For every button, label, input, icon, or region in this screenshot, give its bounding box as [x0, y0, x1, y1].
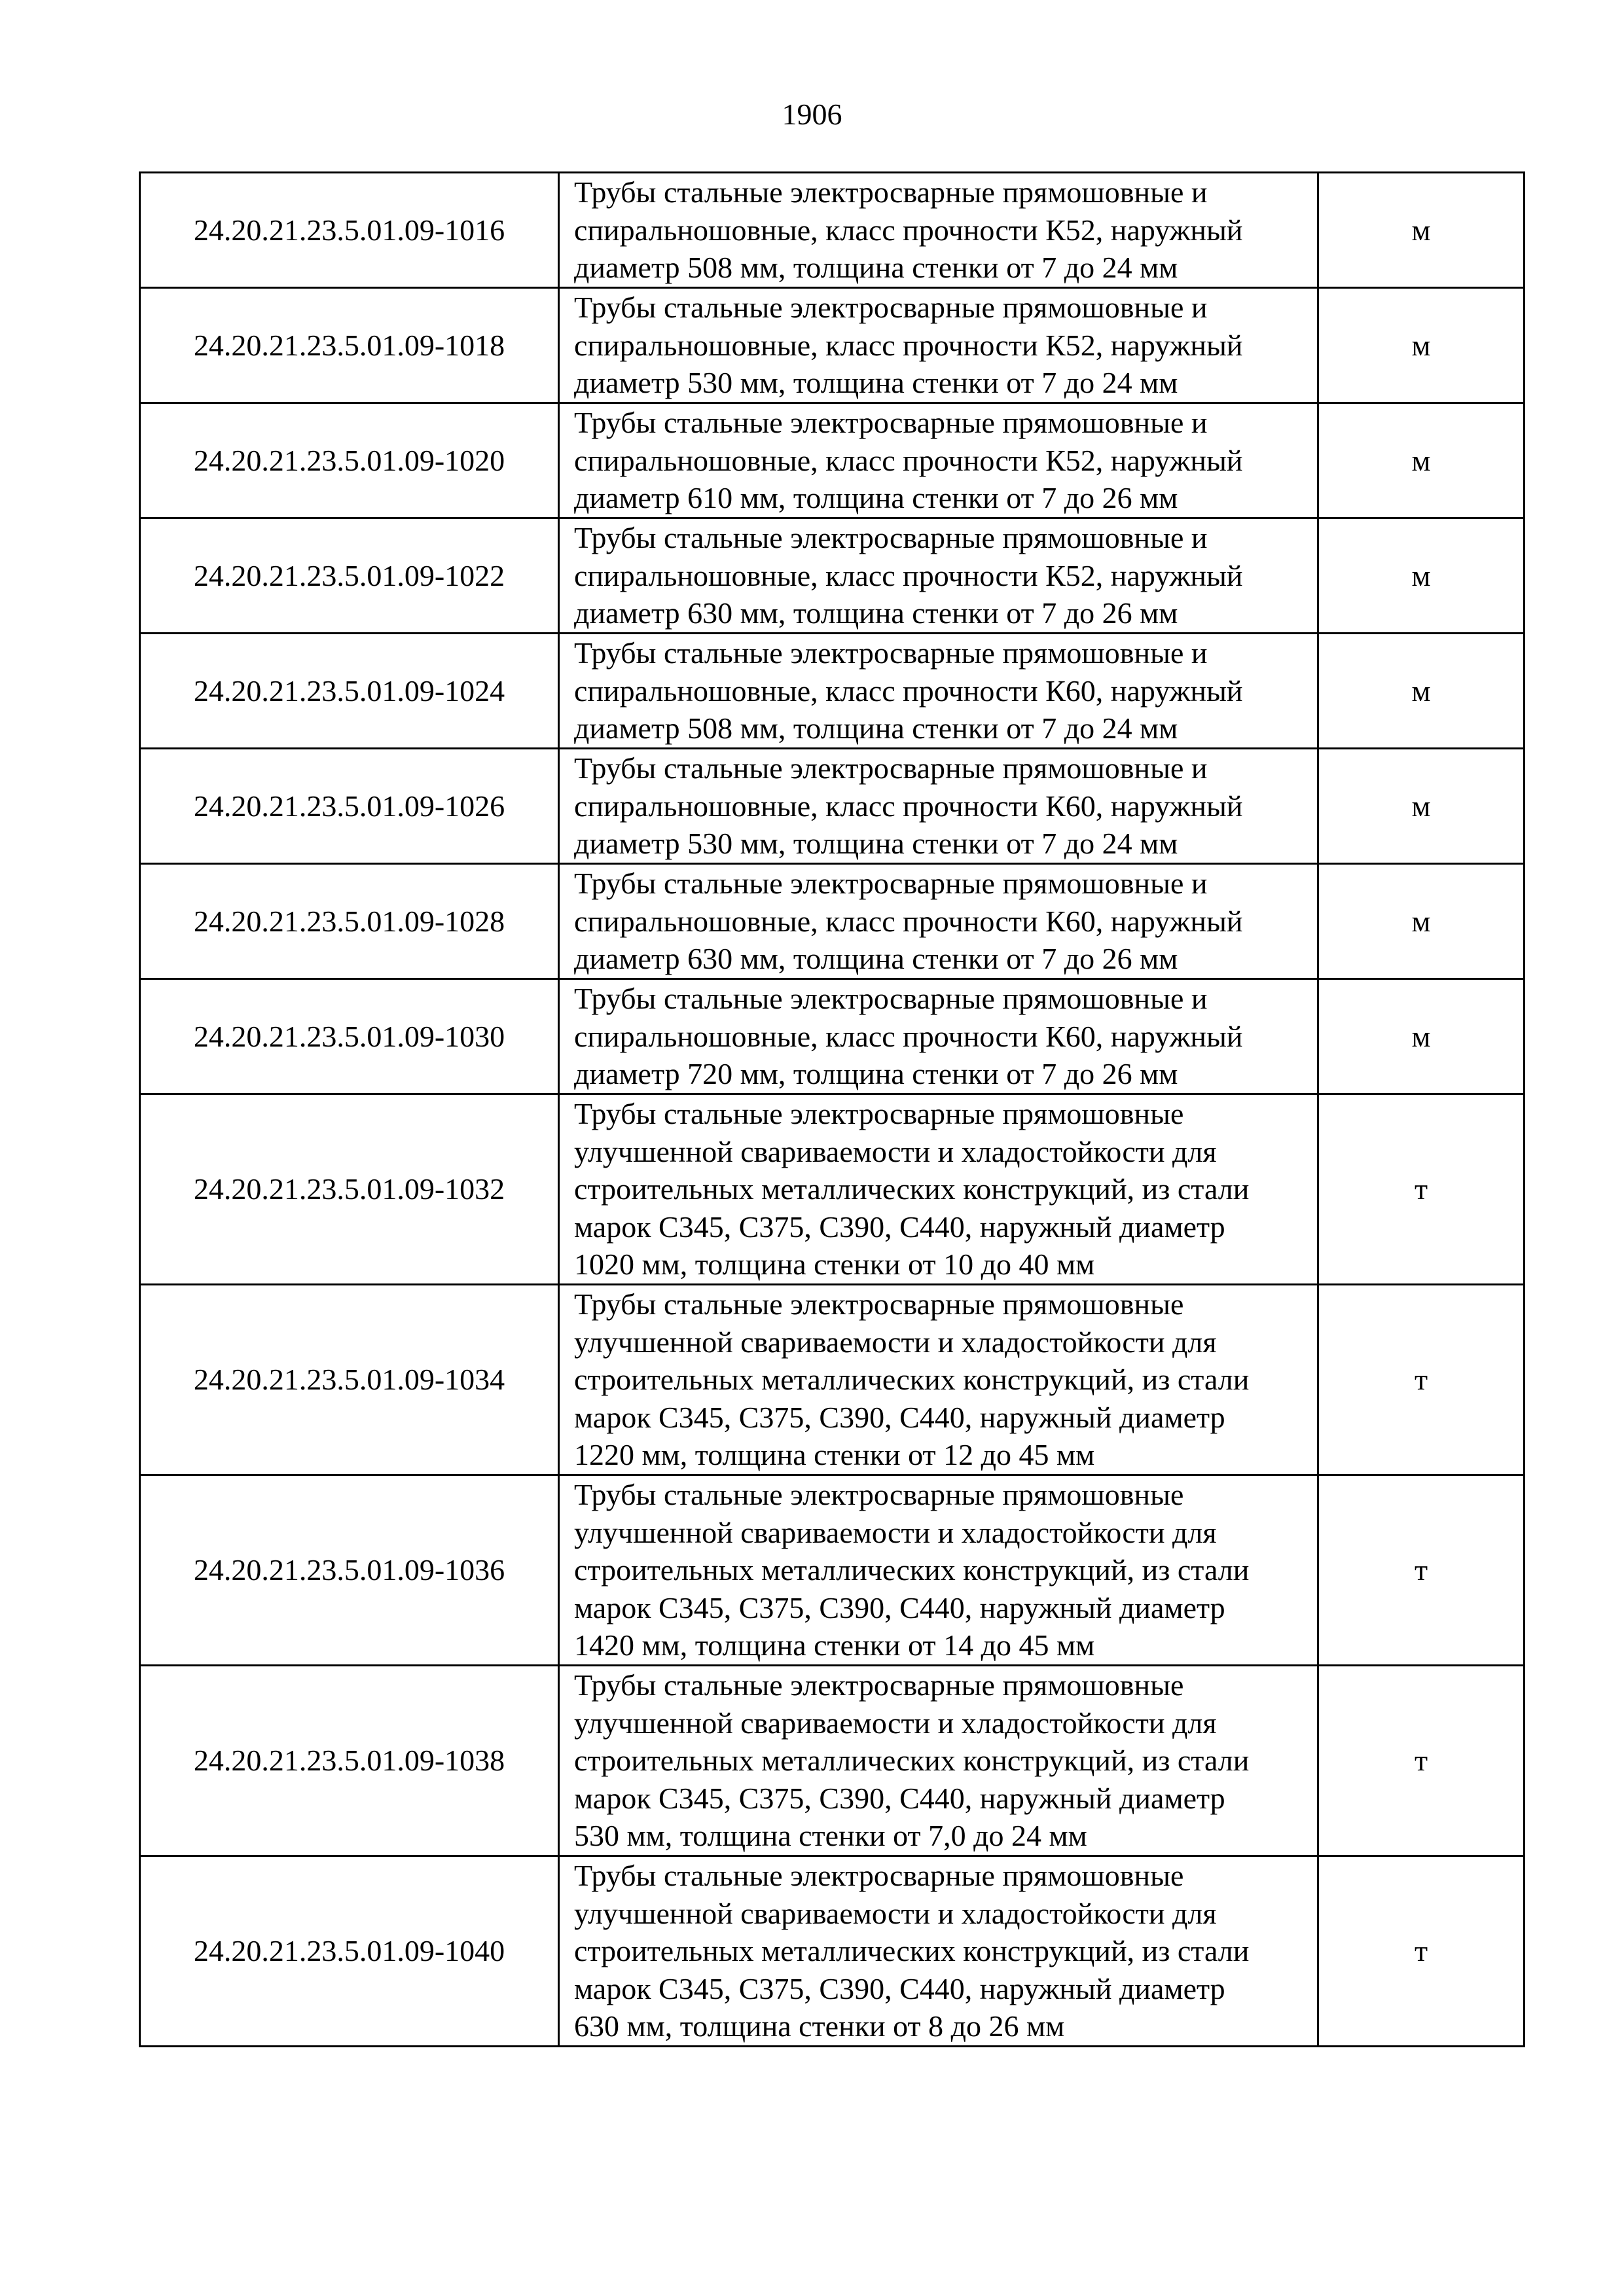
resource-code-cell: 24.20.21.23.5.01.09-1026	[140, 749, 559, 864]
unit-cell: м	[1318, 979, 1525, 1094]
resource-description-cell	[559, 979, 1318, 1094]
resource-code-cell: 24.20.21.23.5.01.09-1020	[140, 403, 559, 518]
page-number: 1906	[782, 98, 842, 131]
table-body	[140, 173, 1525, 2047]
table-row	[140, 1856, 1525, 2047]
resource-code-cell: 24.20.21.23.5.01.09-1030	[140, 979, 559, 1094]
description-line: Трубы стальные электросварные прямошовные и	[574, 751, 1208, 785]
description-line: спиральношовные, класс прочности К60, наружный	[574, 904, 1243, 938]
resource-description-cell	[559, 1475, 1318, 1666]
description-line: улучшенной свариваемости и хладостойкости для	[574, 1896, 1217, 1930]
unit-cell: м	[1318, 173, 1525, 288]
resource-description-cell	[559, 173, 1318, 288]
description-line: Трубы стальные электросварные прямошовные и	[574, 982, 1208, 1015]
resource-description-cell	[559, 864, 1318, 979]
resource-code-cell: 24.20.21.23.5.01.09-1024	[140, 634, 559, 749]
description-line: диаметр 508 мм, толщина стенки от 7 до 24 мм	[574, 251, 1178, 285]
description-line: марок С345, С375, С390, С440, наружный диаметр	[574, 1590, 1225, 1624]
table-row	[140, 864, 1525, 979]
description-line: спиральношовные, класс прочности К60, наружный	[574, 789, 1243, 823]
resource-code-cell: 24.20.21.23.5.01.09-1018	[140, 288, 559, 403]
description-line: строительных металлических конструкций, из стали	[574, 1934, 1250, 1968]
description-line: Трубы стальные электросварные прямошовные	[574, 1859, 1184, 1892]
table-row	[140, 749, 1525, 864]
resource-description-cell	[559, 749, 1318, 864]
table-row	[140, 1475, 1525, 1666]
resource-code-cell: 24.20.21.23.5.01.09-1022	[140, 518, 559, 634]
description-line: марок С345, С375, С390, С440, наружный диаметр	[574, 1971, 1225, 2005]
description-line: диаметр 630 мм, толщина стенки от 7 до 26 мм	[574, 596, 1178, 630]
table-row	[140, 979, 1525, 1094]
resource-code-cell: 24.20.21.23.5.01.09-1036	[140, 1475, 559, 1666]
description-line: марок С345, С375, С390, С440, наружный диаметр	[574, 1400, 1225, 1434]
description-line: спиральношовные, класс прочности К52, наружный	[574, 443, 1243, 477]
unit-cell: т	[1318, 1475, 1525, 1666]
resource-table	[139, 171, 1525, 2047]
unit-cell: м	[1318, 749, 1525, 864]
resource-code-cell: 24.20.21.23.5.01.09-1016	[140, 173, 559, 288]
unit-cell: м	[1318, 634, 1525, 749]
description-line: Трубы стальные электросварные прямошовные	[574, 1478, 1184, 1511]
resource-code-cell: 24.20.21.23.5.01.09-1034	[140, 1285, 559, 1475]
description-line: Трубы стальные электросварные прямошовные	[574, 1668, 1184, 1702]
description-line: Трубы стальные электросварные прямошовные и	[574, 406, 1208, 439]
resource-description-cell	[559, 1285, 1318, 1475]
resource-description-cell	[559, 1856, 1318, 2047]
table-row	[140, 518, 1525, 634]
description-line: диаметр 530 мм, толщина стенки от 7 до 24 мм	[574, 827, 1178, 861]
description-line: спиральношовные, класс прочности К52, наружный	[574, 328, 1243, 362]
description-line: спиральношовные, класс прочности К52, наружный	[574, 213, 1243, 247]
unit-cell: т	[1318, 1285, 1525, 1475]
resource-description-cell	[559, 1094, 1318, 1285]
description-line: спиральношовные, класс прочности К52, наружный	[574, 558, 1243, 592]
table-row	[140, 288, 1525, 403]
description-line: марок С345, С375, С390, С440, наружный диаметр	[574, 1210, 1225, 1244]
description-line: улучшенной свариваемости и хладостойкости для	[574, 1515, 1217, 1549]
description-line: Трубы стальные электросварные прямошовные и	[574, 521, 1208, 554]
description-line: Трубы стальные электросварные прямошовные	[574, 1287, 1184, 1321]
unit-cell: т	[1318, 1666, 1525, 1856]
unit-cell: м	[1318, 288, 1525, 403]
description-line: 1420 мм, толщина стенки от 14 до 45 мм	[574, 1628, 1095, 1662]
description-line: строительных металлических конструкций, из стали	[574, 1363, 1250, 1397]
description-line: диаметр 610 мм, толщина стенки от 7 до 26 мм	[574, 481, 1178, 515]
table-row	[140, 173, 1525, 288]
unit-cell: м	[1318, 518, 1525, 634]
description-line: строительных металлических конструкций, из стали	[574, 1553, 1250, 1587]
description-line: 630 мм, толщина стенки от 8 до 26 мм	[574, 2009, 1065, 2043]
description-line: спиральношовные, класс прочности К60, наружный	[574, 673, 1243, 708]
table-row	[140, 403, 1525, 518]
unit-cell: м	[1318, 403, 1525, 518]
description-line: строительных металлических конструкций, из стали	[574, 1172, 1250, 1206]
description-line: улучшенной свариваемости и хладостойкости для	[574, 1706, 1217, 1740]
table-row	[140, 1285, 1525, 1475]
description-line: 1020 мм, толщина стенки от 10 до 40 мм	[574, 1247, 1095, 1282]
description-line: Трубы стальные электросварные прямошовные	[574, 1097, 1184, 1130]
description-line: диаметр 630 мм, толщина стенки от 7 до 26 мм	[574, 942, 1178, 976]
description-line: 1220 мм, толщина стенки от 12 до 45 мм	[574, 1438, 1095, 1472]
description-line: диаметр 508 мм, толщина стенки от 7 до 24 мм	[574, 711, 1178, 745]
resource-description-cell	[559, 634, 1318, 749]
description-line: диаметр 530 мм, толщина стенки от 7 до 24 мм	[574, 366, 1178, 400]
description-line: Трубы стальные электросварные прямошовные и	[574, 867, 1208, 900]
description-line: улучшенной свариваемости и хладостойкости для	[574, 1134, 1217, 1168]
description-line: улучшенной свариваемости и хладостойкости для	[574, 1325, 1217, 1359]
unit-cell: м	[1318, 864, 1525, 979]
unit-cell: т	[1318, 1856, 1525, 2047]
unit-cell: т	[1318, 1094, 1525, 1285]
table-row	[140, 634, 1525, 749]
resource-description-cell	[559, 288, 1318, 403]
resource-code-cell: 24.20.21.23.5.01.09-1032	[140, 1094, 559, 1285]
description-line: марок С345, С375, С390, С440, наружный диаметр	[574, 1781, 1225, 1815]
resource-description-cell	[559, 518, 1318, 634]
description-line: Трубы стальные электросварные прямошовные и	[574, 175, 1208, 209]
resource-code-cell: 24.20.21.23.5.01.09-1038	[140, 1666, 559, 1856]
table-row	[140, 1666, 1525, 1856]
description-line: Трубы стальные электросварные прямошовные и	[574, 636, 1208, 670]
description-line: Трубы стальные электросварные прямошовные и	[574, 291, 1208, 324]
resource-description-cell	[559, 1666, 1318, 1856]
description-line: диаметр 720 мм, толщина стенки от 7 до 26 мм	[574, 1057, 1178, 1091]
description-line: спиральношовные, класс прочности К60, наружный	[574, 1019, 1243, 1053]
description-line: 530 мм, толщина стенки от 7,0 до 24 мм	[574, 1819, 1087, 1853]
table-row	[140, 1094, 1525, 1285]
resource-code-cell: 24.20.21.23.5.01.09-1040	[140, 1856, 559, 2047]
resource-code-cell: 24.20.21.23.5.01.09-1028	[140, 864, 559, 979]
resource-description-cell	[559, 403, 1318, 518]
description-line: строительных металлических конструкций, из стали	[574, 1744, 1250, 1778]
